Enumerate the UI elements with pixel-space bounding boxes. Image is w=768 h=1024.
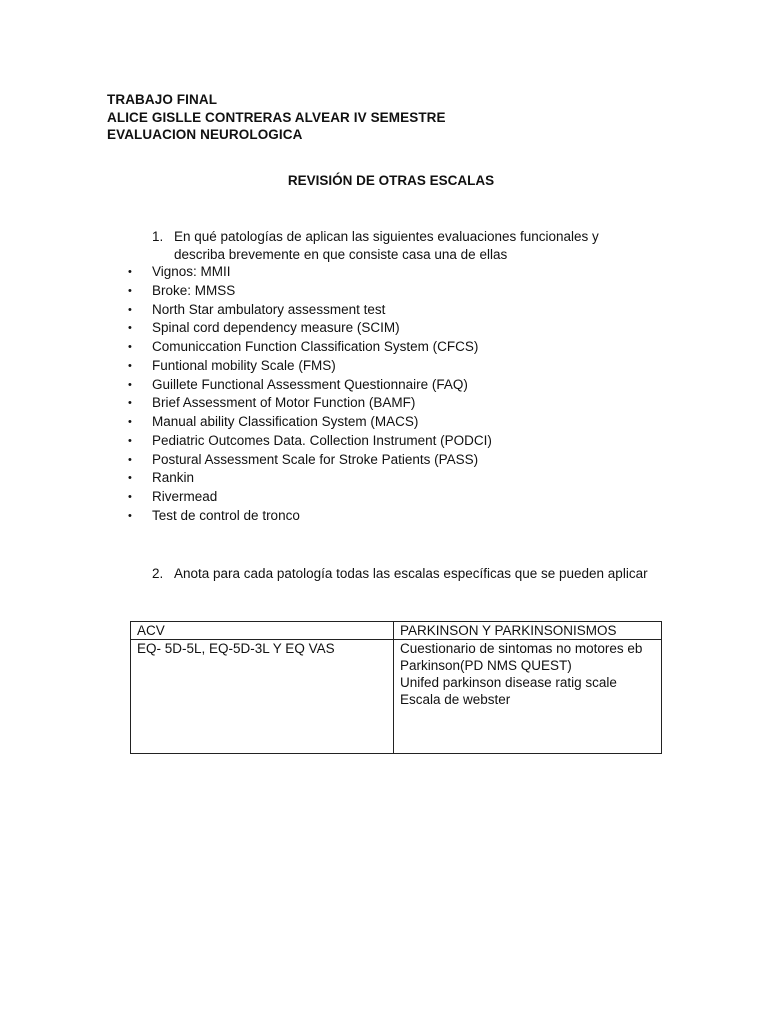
list-item — [128, 394, 492, 413]
list-item — [128, 507, 492, 526]
section-title: REVISIÓN DE OTRAS ESCALAS — [287, 173, 495, 188]
bullet-icon: • — [128, 359, 132, 372]
list-item-text: Rankin — [152, 470, 195, 486]
question-1-text: En qué patologías de aplican las siguientes evaluaciones funcionales y describa brevemente en que consiste casa una de ellas — [174, 229, 599, 262]
list-item — [128, 338, 492, 357]
list-item-text: Guillete Functional Assessment Questionnaire (FAQ) — [152, 376, 468, 392]
list-item — [128, 469, 492, 488]
list-item — [128, 301, 492, 320]
list-item-text: Postural Assessment Scale for Stroke Patients (PASS) — [152, 451, 479, 467]
list-item-text: Manual ability Classification System (MACS) — [152, 414, 419, 429]
list-item-text: Vignos: MMII — [152, 264, 231, 279]
bullet-icon: • — [128, 322, 132, 335]
list-item-text: Rivermead — [152, 489, 218, 504]
bullet-icon: • — [128, 472, 132, 485]
list-item-text: Test de control de tronco — [152, 507, 300, 523]
table-header-parkinson: PARKINSON Y PARKINSONISMOS — [394, 622, 662, 640]
question-2-text: Anota para cada patología todas las escalas específicas que se pueden aplicar — [174, 566, 648, 581]
list-item — [128, 263, 492, 282]
bullet-icon: • — [128, 453, 132, 466]
list-item — [128, 432, 492, 451]
list-item-text: Broke: MMSS — [152, 282, 236, 298]
question-2-number: 2. — [152, 566, 164, 581]
header-title: TRABAJO FINAL — [107, 92, 218, 107]
question-2 — [152, 565, 712, 583]
bullet-icon: • — [128, 266, 132, 278]
table-header-acv: ACV — [131, 622, 394, 640]
list-item-text: Brief Assessment of Motor Function (BAMF) — [152, 395, 416, 411]
bullet-icon: • — [128, 341, 132, 353]
list-item-text: Funtional mobility Scale (FMS) — [152, 357, 336, 373]
table-cell-line: Escala de webster — [400, 692, 511, 707]
bullet-icon: • — [128, 434, 132, 447]
bullet-icon: • — [128, 284, 132, 297]
list-item — [128, 357, 492, 376]
bullet-icon: • — [128, 378, 132, 391]
list-item — [128, 451, 492, 470]
pathology-scales-table — [130, 621, 662, 754]
list-item — [128, 488, 492, 507]
table-header-row — [131, 622, 662, 640]
table-cell-line: Unifed parkinson disease ratig scale — [400, 675, 617, 690]
document-header — [107, 91, 446, 144]
list-item-text: Pediatric Outcomes Data. Collection Instrument (PODCI) — [152, 432, 492, 448]
header-author: ALICE GISLLE CONTRERAS ALVEAR IV SEMESTRE — [107, 109, 446, 125]
table-cell-acv — [131, 640, 394, 754]
list-item — [128, 413, 492, 432]
table-row — [131, 640, 662, 754]
list-item — [128, 319, 492, 338]
table-cell-line: EQ- 5D-5L, EQ-5D-3L Y EQ VAS — [137, 641, 335, 656]
question-1-number: 1. — [152, 229, 164, 244]
scales-bullet-list — [128, 263, 492, 526]
bullet-icon: • — [128, 416, 132, 428]
list-item-text: Spinal cord dependency measure (SCIM) — [152, 320, 400, 336]
list-item-text: North Star ambulatory assessment test — [152, 301, 386, 317]
bullet-icon: • — [128, 491, 132, 503]
table-cell-line: Cuestionario de sintomas no motores eb — [400, 641, 643, 656]
bullet-icon: • — [128, 397, 132, 410]
list-item — [128, 376, 492, 395]
bullet-icon: • — [128, 303, 132, 316]
list-item-text: Comuniccation Function Classification System (CFCS) — [152, 339, 479, 354]
table-cell-parkinson — [394, 640, 662, 754]
bullet-icon: • — [128, 509, 132, 522]
header-subject: EVALUACION NEUROLOGICA — [107, 127, 303, 142]
list-item — [128, 282, 492, 301]
question-1 — [152, 228, 622, 263]
table-cell-line: Parkinson(PD NMS QUEST) — [400, 658, 572, 673]
